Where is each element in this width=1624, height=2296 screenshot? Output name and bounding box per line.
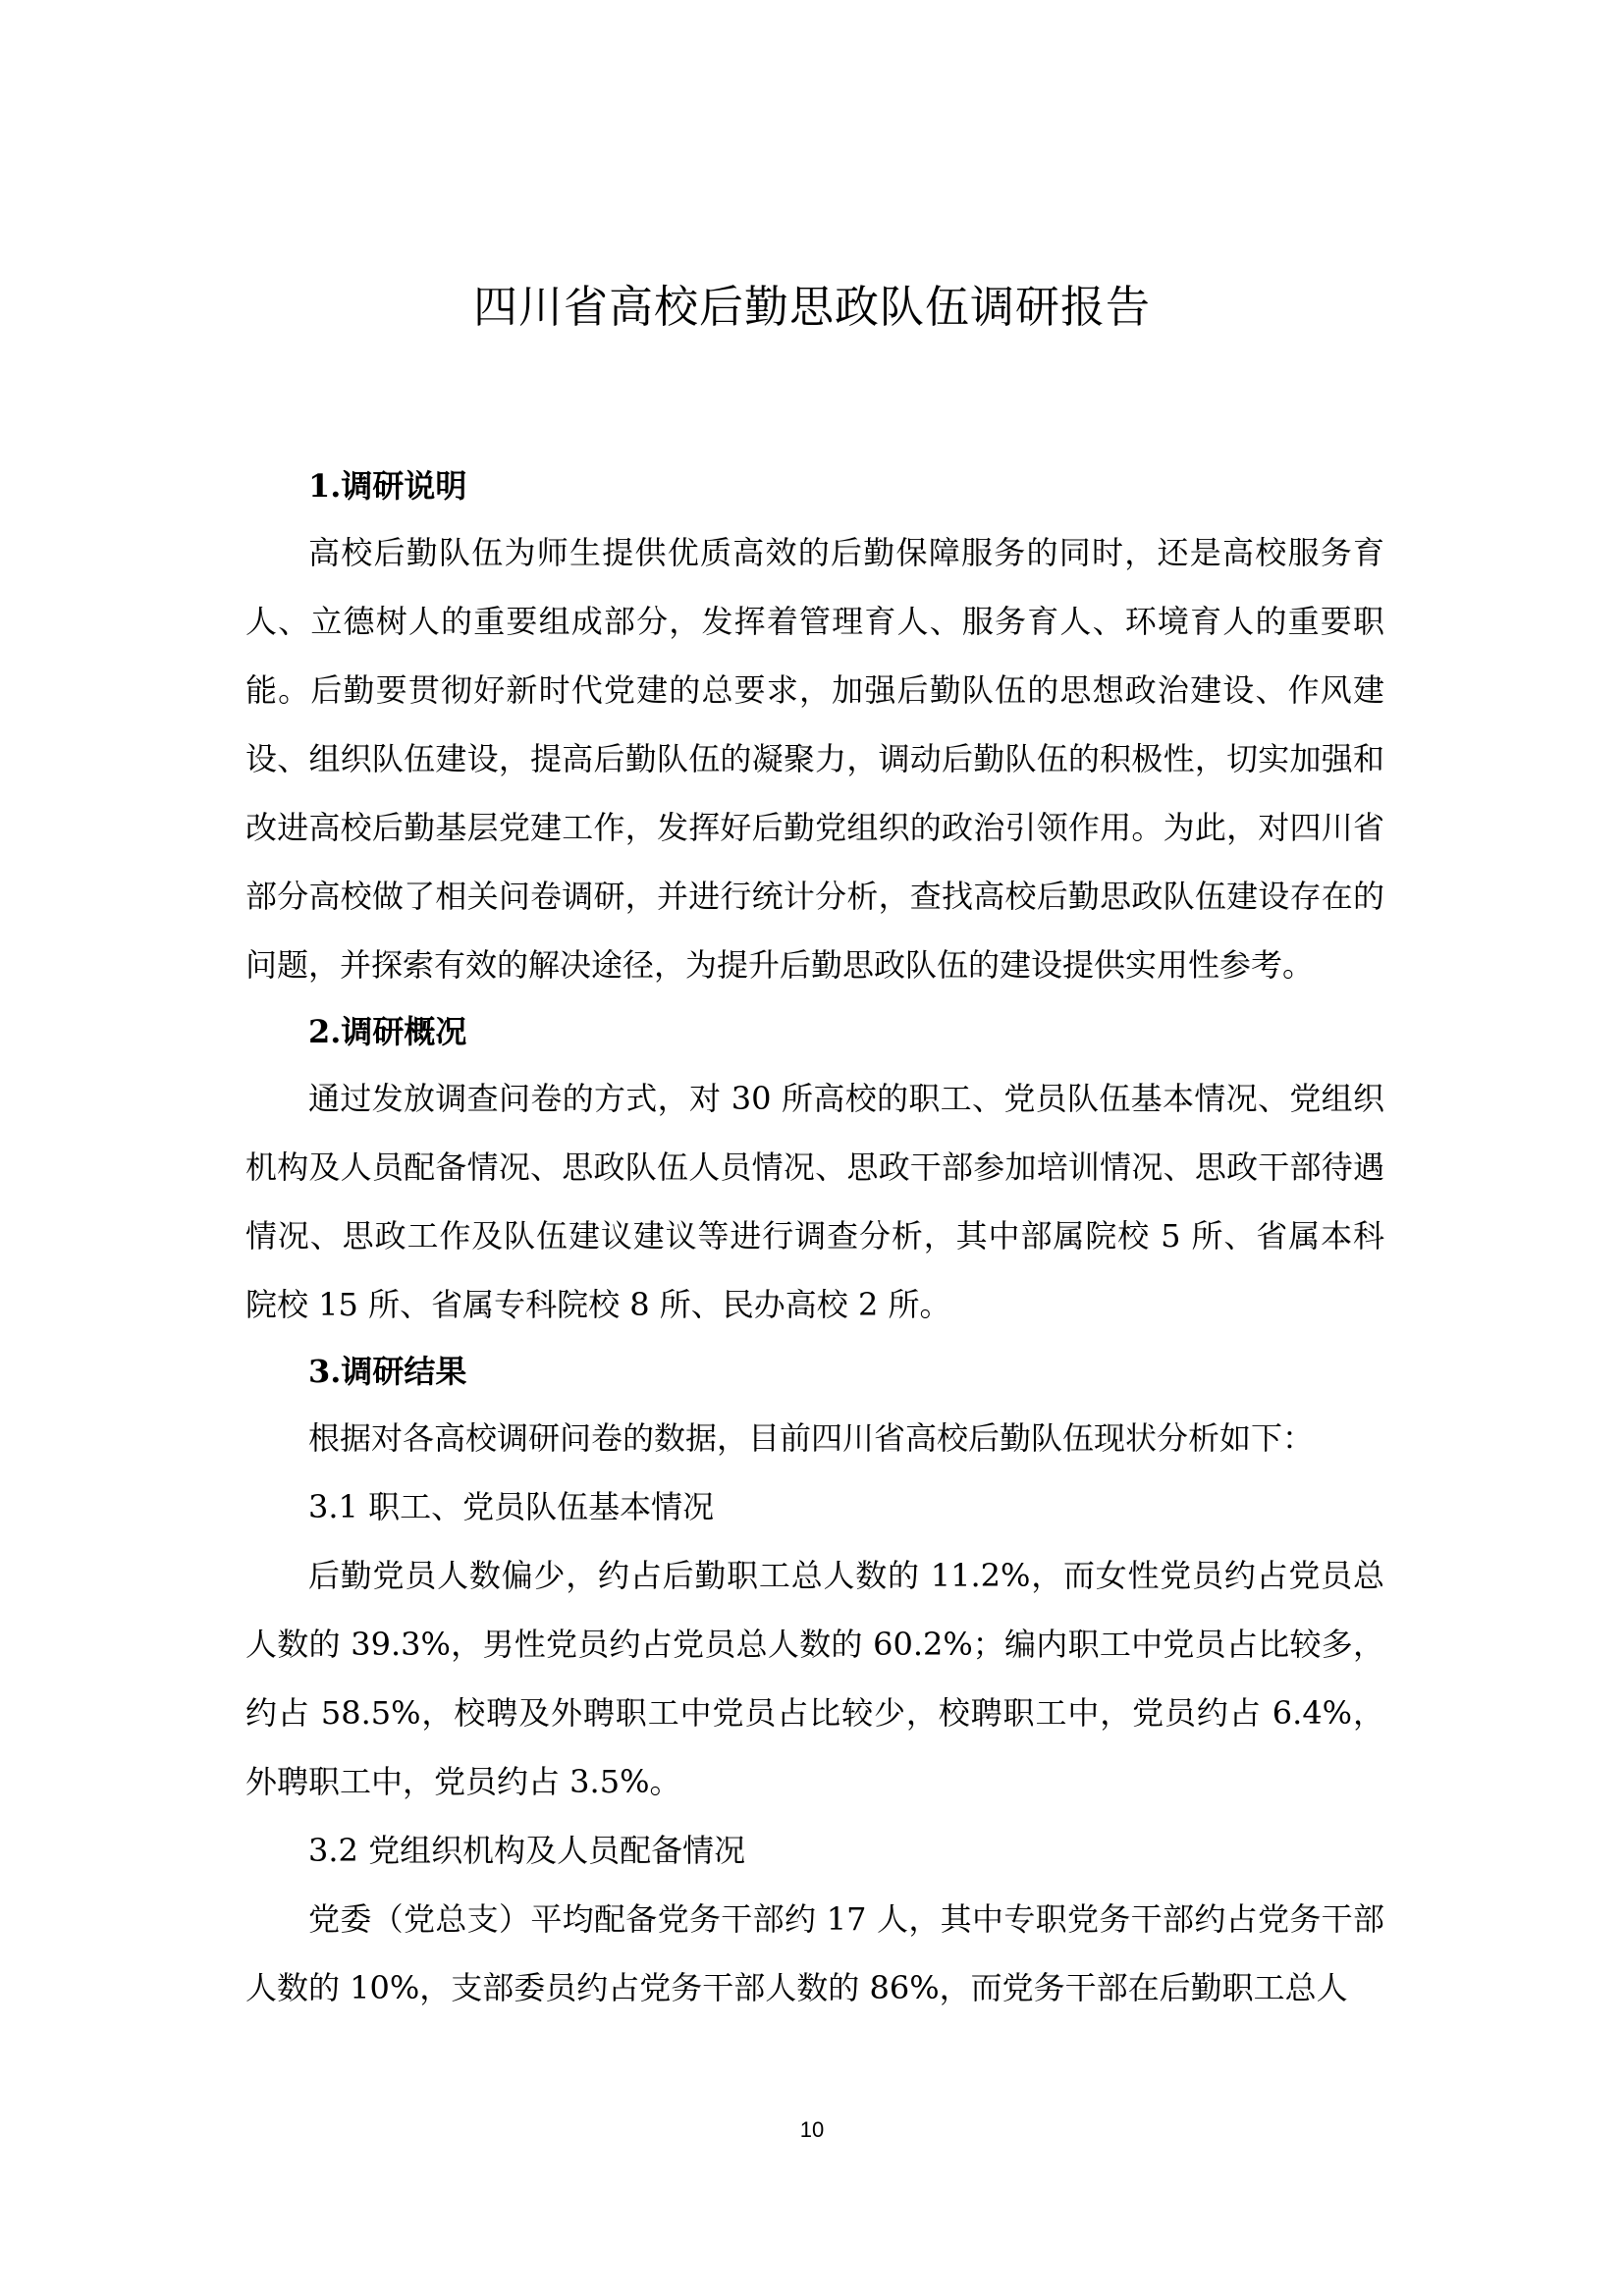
section-2-paragraph: 通过发放调查问卷的方式，对 30 所高校的职工、党员队伍基本情况、党组织机构及人员配备情况、思政队伍人员情况、思政干部参加培训情况、思政干部待遇情况、思政工作及队伍建议建议等进行调查分析，其中部属院校 5 所、省属本科院校 15 所、省属专科院校 8 所、民办高校 2 所。 <box>245 1080 1384 1323</box>
section-heading-3: 3.调研结果 <box>308 1353 467 1390</box>
page-number: 10 <box>799 2117 825 2142</box>
section-3-paragraph: 根据对各高校调研问卷的数据，目前四川省高校后勤队伍现状分析如下： <box>308 1419 1315 1457</box>
subsection-3-2-heading: 3.2 党组织机构及人员配备情况 <box>308 1832 746 1869</box>
document-body <box>245 454 1384 2022</box>
section-1-paragraph: 高校后勤队伍为师生提供优质高效的后勤保障服务的同时，还是高校服务育人、立德树人的重要组成部分，发挥着管理育人、服务育人、环境育人的重要职能。后勤要贯彻好新时代党建的总要求，加强后勤队伍的思想政治建设、作风建设、组织队伍建设，提高后勤队伍的凝聚力，调动后勤队伍的积极性，切实加强和改进高校后勤基层党建工作，发挥好后勤党组织的政治引领作用。为此，对四川省部分高校做了相关问卷调研，并进行统计分析，查找高校后勤思政队伍建设存在的问题，并探索有效的解决途径，为提升后勤思政队伍的建设提供实用性参考。 <box>245 534 1384 984</box>
document-title: 四川省高校后勤思政队伍调研报告 <box>472 281 1151 333</box>
section-heading-2: 2.调研概况 <box>308 1013 467 1050</box>
subsection-3-2-paragraph: 党委（党总支）平均配备党务干部约 17 人，其中专职党务干部约占党务干部人数的 10%，支部委员约占党务干部人数的 86%，而党务干部在后勤职工总人 <box>245 1900 1384 2006</box>
section-heading-1: 1.调研说明 <box>308 467 467 505</box>
subsection-3-1-paragraph: 后勤党员人数偏少，约占后勤职工总人数的 11.2%，而女性党员约占党员总人数的 39.3%，男性党员约占党员总人数的 60.2%；编内职工中党员占比较多，约占 58.5%，校聘及外聘职工中党员占比较少，校聘职工中，党员约占 6.4%，外聘职工中，党员约占 3.5%。 <box>245 1557 1384 1800</box>
subsection-3-1-heading: 3.1 职工、党员队伍基本情况 <box>308 1488 715 1525</box>
